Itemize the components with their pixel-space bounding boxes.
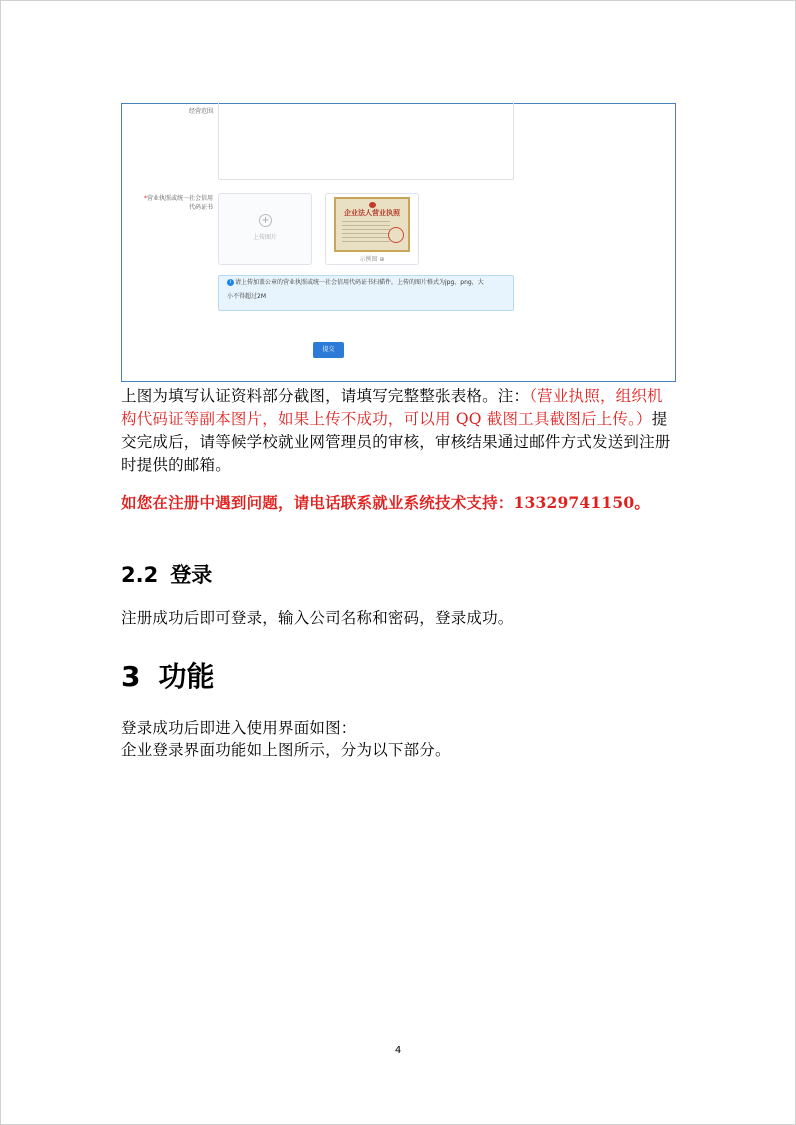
certificate-text-lines bbox=[342, 221, 390, 245]
submit-button[interactable]: 提交 bbox=[313, 342, 344, 358]
section-login-number: 2.2 bbox=[121, 563, 159, 587]
sample-caption-text: 示例图 bbox=[359, 256, 378, 263]
note-part-2: 提交完成后，请等候学校就业网管理员的审核，审核结果通过邮件方式发送到注册时提供的邮箱。 bbox=[121, 410, 671, 474]
function-paragraph-2: 企业登录界面功能如上图所示，分为以下部分。 bbox=[121, 741, 451, 759]
business-scope-label: 经营范围 bbox=[188, 108, 213, 115]
note-red-part: （营业执照，组织机构代码证等副本图片，如果上传不成功，可以用 QQ 截图工具截图后上传。） bbox=[121, 387, 663, 428]
certificate-title: 企业法人营业执照 bbox=[344, 208, 400, 217]
function-paragraph-1: 登录成功后即进入使用界面如图： bbox=[121, 719, 357, 737]
section-function-number: 3 bbox=[121, 660, 141, 693]
upload-info-box bbox=[218, 275, 514, 311]
section-function-title: 功能 bbox=[158, 660, 215, 693]
certificate-thumbnail bbox=[334, 197, 410, 252]
section-function-heading bbox=[121, 655, 215, 695]
upload-image-button[interactable] bbox=[218, 193, 312, 265]
plus-icon: + bbox=[259, 214, 272, 227]
info-line-1: 请上传加盖公章的营业执照或统一社会信用代码证书扫描件，上传的图片格式为jpg、png，大 bbox=[235, 279, 484, 286]
note-part-1: 上图为填写认证资料部分截图，请填写完整整张表格。注： bbox=[121, 387, 530, 405]
business-scope-textarea[interactable] bbox=[218, 103, 514, 180]
info-line-2: 小不得超过2M bbox=[227, 293, 266, 300]
required-star: * bbox=[143, 195, 147, 202]
section-login-heading bbox=[121, 559, 212, 589]
license-label-text: 营业执照或统一社会信用代码证书 bbox=[146, 195, 213, 211]
contact-paragraph: 如您在注册中遇到问题，请电话联系就业系统技术支持：13329741150。 bbox=[121, 493, 651, 512]
note-paragraph bbox=[121, 385, 677, 477]
sample-caption bbox=[326, 254, 418, 263]
zoom-icon[interactable]: ⊕ bbox=[379, 256, 385, 263]
upload-text: 上传图片 bbox=[252, 234, 277, 241]
section-login-title: 登录 bbox=[170, 563, 213, 587]
license-label bbox=[142, 194, 213, 212]
login-paragraph: 注册成功后即可登录，输入公司名称和密码，登录成功。 bbox=[121, 609, 514, 627]
info-icon: i bbox=[227, 279, 234, 286]
page-number: 4 bbox=[394, 1045, 402, 1056]
sample-image[interactable] bbox=[325, 193, 419, 265]
form-screenshot bbox=[121, 103, 676, 382]
seal-icon bbox=[388, 227, 404, 243]
